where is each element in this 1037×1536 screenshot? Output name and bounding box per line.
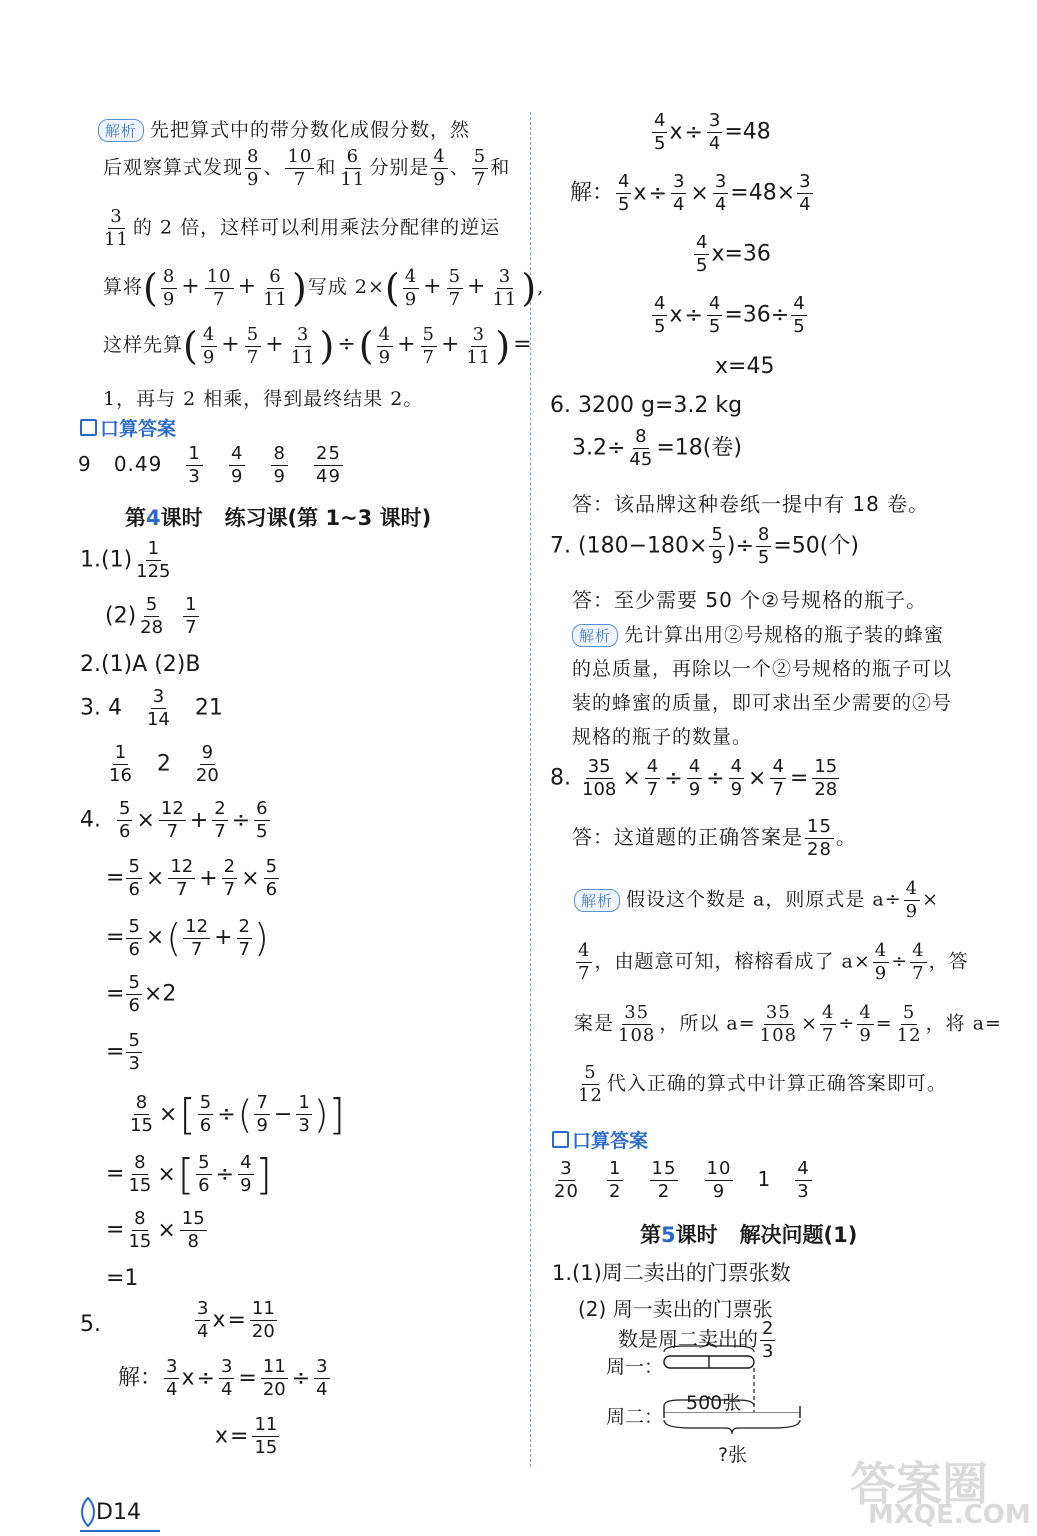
tuesday-bar: [664, 1412, 800, 1413]
total-brace: [664, 1420, 800, 1434]
q6-answer: 答：该品牌这种卷纸一提中有 18 卷。: [572, 492, 930, 516]
q7-analysis-4: 规格的瓶子的数量。: [572, 726, 753, 748]
p2-line1: (2) 周一卖出的门票张: [578, 1297, 773, 1321]
q4-line9: =1: [106, 1266, 139, 1291]
q7-analysis-2: 的总质量，再除以一个②号规格的瓶子可以: [572, 658, 953, 680]
label-500-tickets: 500张: [686, 1392, 742, 1414]
q6-line2: 3.2÷ $\frac{8}{45}$ =18(卷): [572, 426, 742, 470]
q5-line3: x= $\frac{11}{15}$: [215, 1414, 278, 1458]
q4-line8: = $\frac{8}{15}$ × $\frac{15}{8}$: [106, 1208, 205, 1252]
r-line4: $\frac{4}{5}$ x÷ $\frac{4}{5}$ =36÷ $\frac{4}{5}$: [654, 293, 805, 337]
q8-expr: 8. $\frac{35}{108}$ × $\frac{4}{7}$ ÷ $\frac{4}{9}$ ÷ $\frac{4}{9}$ × $\frac{4}{7}$ = $\frac{15}{28}$: [550, 756, 838, 800]
r-line5: x=45: [715, 354, 775, 379]
r-line3: $\frac{4}{5}$ x=36: [696, 232, 771, 276]
oral-answers-heading: 口算答案: [80, 414, 176, 441]
label-total-question: ?张: [718, 1444, 748, 1466]
analysis-tag: 解析: [574, 889, 620, 912]
q4-line7: = $\frac{8}{15}$ ×[ $\frac{5}{6}$ ÷ $\frac{4}{9}$ ]: [106, 1150, 272, 1199]
lesson-5-title: 第5课时 解决问题(1): [640, 1223, 858, 1247]
analysis-line-5: 这样先算( $\frac{4}{9}$ + $\frac{5}{7}$ + $\frac{3}{11}$ )÷( $\frac{4}{9}$ + $\frac{5}{7}$ + $\frac{3}{11}$ )=: [103, 323, 533, 368]
fraction: $\frac{8}{9}$: [247, 146, 260, 190]
analysis-tag: 解析: [98, 119, 144, 142]
q8-analysis-4: $\frac{5}{12}$ 代入正确的算式中计算正确答案即可。: [578, 1062, 947, 1106]
q7-answer: 答：至少需要 50 个②号规格的瓶子。: [572, 588, 928, 612]
analysis-line-1: 解析 先把算式中的带分数化成假分数，然: [98, 115, 470, 142]
watermark-url: MXQE.COM: [868, 1500, 1031, 1530]
q5-line1: $\frac{3}{4}$ x= $\frac{11}{20}$: [197, 1298, 275, 1342]
analysis-tag: 解析: [572, 624, 618, 647]
oral-answers-heading-2: 口算答案: [552, 1126, 648, 1153]
q4-line6: $\frac{8}{15}$ ×[ $\frac{5}{6}$ ÷( $\frac{7}{9}$ − $\frac{1}{3}$ )]: [130, 1090, 346, 1139]
q4-line4: = $\frac{5}{6}$ ×2: [106, 972, 177, 1016]
q8-answer: 答：这道题的正确答案是 $\frac{15}{28}$ 。: [572, 816, 857, 860]
footer-underline: [80, 1530, 160, 1532]
q4-line2: = $\frac{5}{6}$ × $\frac{12}{7}$ + $\frac{2}{7}$ × $\frac{5}{6}$: [106, 856, 278, 900]
q3-row1: 3. 4 $\frac{3}{14}$ 21: [80, 686, 223, 730]
p2-line2: 数是周二卖出的 $\frac{2}{3}$: [618, 1318, 774, 1362]
q7-expr: 7. (180−180× $\frac{5}{9}$ )÷ $\frac{8}{5}$ =50(个): [550, 524, 859, 568]
oral-answers-row: 9 0.49 $\frac{1}{3}$ $\frac{4}{9}$ $\frac{8}{9}$ $\frac{25}{49}$: [78, 443, 341, 487]
q4-line3: = $\frac{5}{6}$ ×( $\frac{12}{7}$ + $\frac{2}{7}$ ): [106, 915, 269, 960]
watermark-logo: 答案圈: [850, 1457, 988, 1511]
q8-analysis-1: 解析 假设这个数是 a，则原式是 a÷ $\frac{4}{9}$ ×: [574, 880, 939, 921]
analysis-line-4: 算将( $\frac{8}{9}$ + $\frac{10}{7}$ + $\frac{6}{11}$ )写成 2×( $\frac{4}{9}$ + $\frac{5}{7}$ + $\frac{3}{11}$ ),: [103, 265, 545, 310]
r-line2: 解： $\frac{4}{5}$ x÷ $\frac{3}{4}$ × $\frac{3}{4}$ =48× $\frac{3}{4}$: [570, 171, 811, 215]
q2: 2.(1)A (2)B: [80, 652, 201, 677]
q7-analysis-3: 装的蜂蜜的质量，即可求出至少需要的②号: [572, 692, 953, 714]
analysis-line-2: 后观察算式发现 $\frac{8}{9}$ 、 $\frac{10}{7}$ 和 $\frac{6}{11}$ 分别是 $\frac{4}{9}$ 、 $\frac{5}{7}$ 和: [103, 146, 511, 190]
analysis-line-3: $\frac{3}{11}$ 的 2 倍，这样可以利用乘法分配律的逆运: [104, 206, 501, 250]
leaf-icon: [78, 1496, 98, 1530]
q5-label: 5.: [80, 1312, 101, 1337]
q1-part1: 1.(1) $\frac{1}{125}$: [80, 538, 171, 582]
r-line1: $\frac{4}{5}$ x÷ $\frac{3}{4}$ =48: [654, 110, 771, 154]
q1-part2: (2) $\frac{5}{28}$ $\frac{1}{7}$: [105, 594, 197, 638]
label-monday: 周一：: [606, 1356, 664, 1378]
q4-line1: 4. $\frac{5}{6}$ × $\frac{12}{7}$ + $\frac{2}{7}$ ÷ $\frac{6}{5}$: [80, 798, 268, 842]
column-divider: [530, 112, 531, 1467]
q8-analysis-3: 案是 $\frac{35}{108}$ ，所以 a= $\frac{35}{108}$ × $\frac{4}{7}$ ÷ $\frac{4}{9}$ = $\frac{5}{12}$ ，将 a=: [574, 1002, 1002, 1046]
q6-line1: 6. 3200 g=3.2 kg: [550, 393, 743, 418]
oral-answers-row-2: $\frac{3}{20}$ $\frac{1}{2}$ $\frac{15}{2}$ $\frac{10}{9}$ 1 $\frac{4}{3}$: [554, 1158, 810, 1202]
page-number: D14: [96, 1500, 141, 1525]
lesson-4-title: 第4课时 练习课(第 1~3 课时): [125, 506, 432, 530]
q7-analysis-1: 解析 先计算出用②号规格的瓶子装的蜂蜜: [572, 620, 944, 647]
q4-line5: = $\frac{5}{3}$: [106, 1030, 140, 1074]
p1: 1.(1)周二卖出的门票张数: [552, 1261, 791, 1285]
analysis-line-6: 1，再与 2 相乘，得到最终结果 2。: [103, 388, 424, 410]
part-brace: [664, 1396, 754, 1406]
monday-brace: [664, 1342, 754, 1352]
line-segment-diagram: [660, 1340, 810, 1450]
label-tuesday: 周二：: [606, 1406, 664, 1428]
q5-line2: 解： $\frac{3}{4}$ x÷ $\frac{3}{4}$ = $\frac{11}{20}$ ÷ $\frac{3}{4}$: [118, 1356, 328, 1400]
q3-row2: $\frac{1}{16}$ 2 $\frac{9}{20}$: [109, 742, 219, 786]
q8-analysis-2: $\frac{4}{7}$ ，由题意可知，榕榕看成了 a× $\frac{4}{9}$ ÷ $\frac{4}{7}$ ，答: [578, 940, 969, 984]
